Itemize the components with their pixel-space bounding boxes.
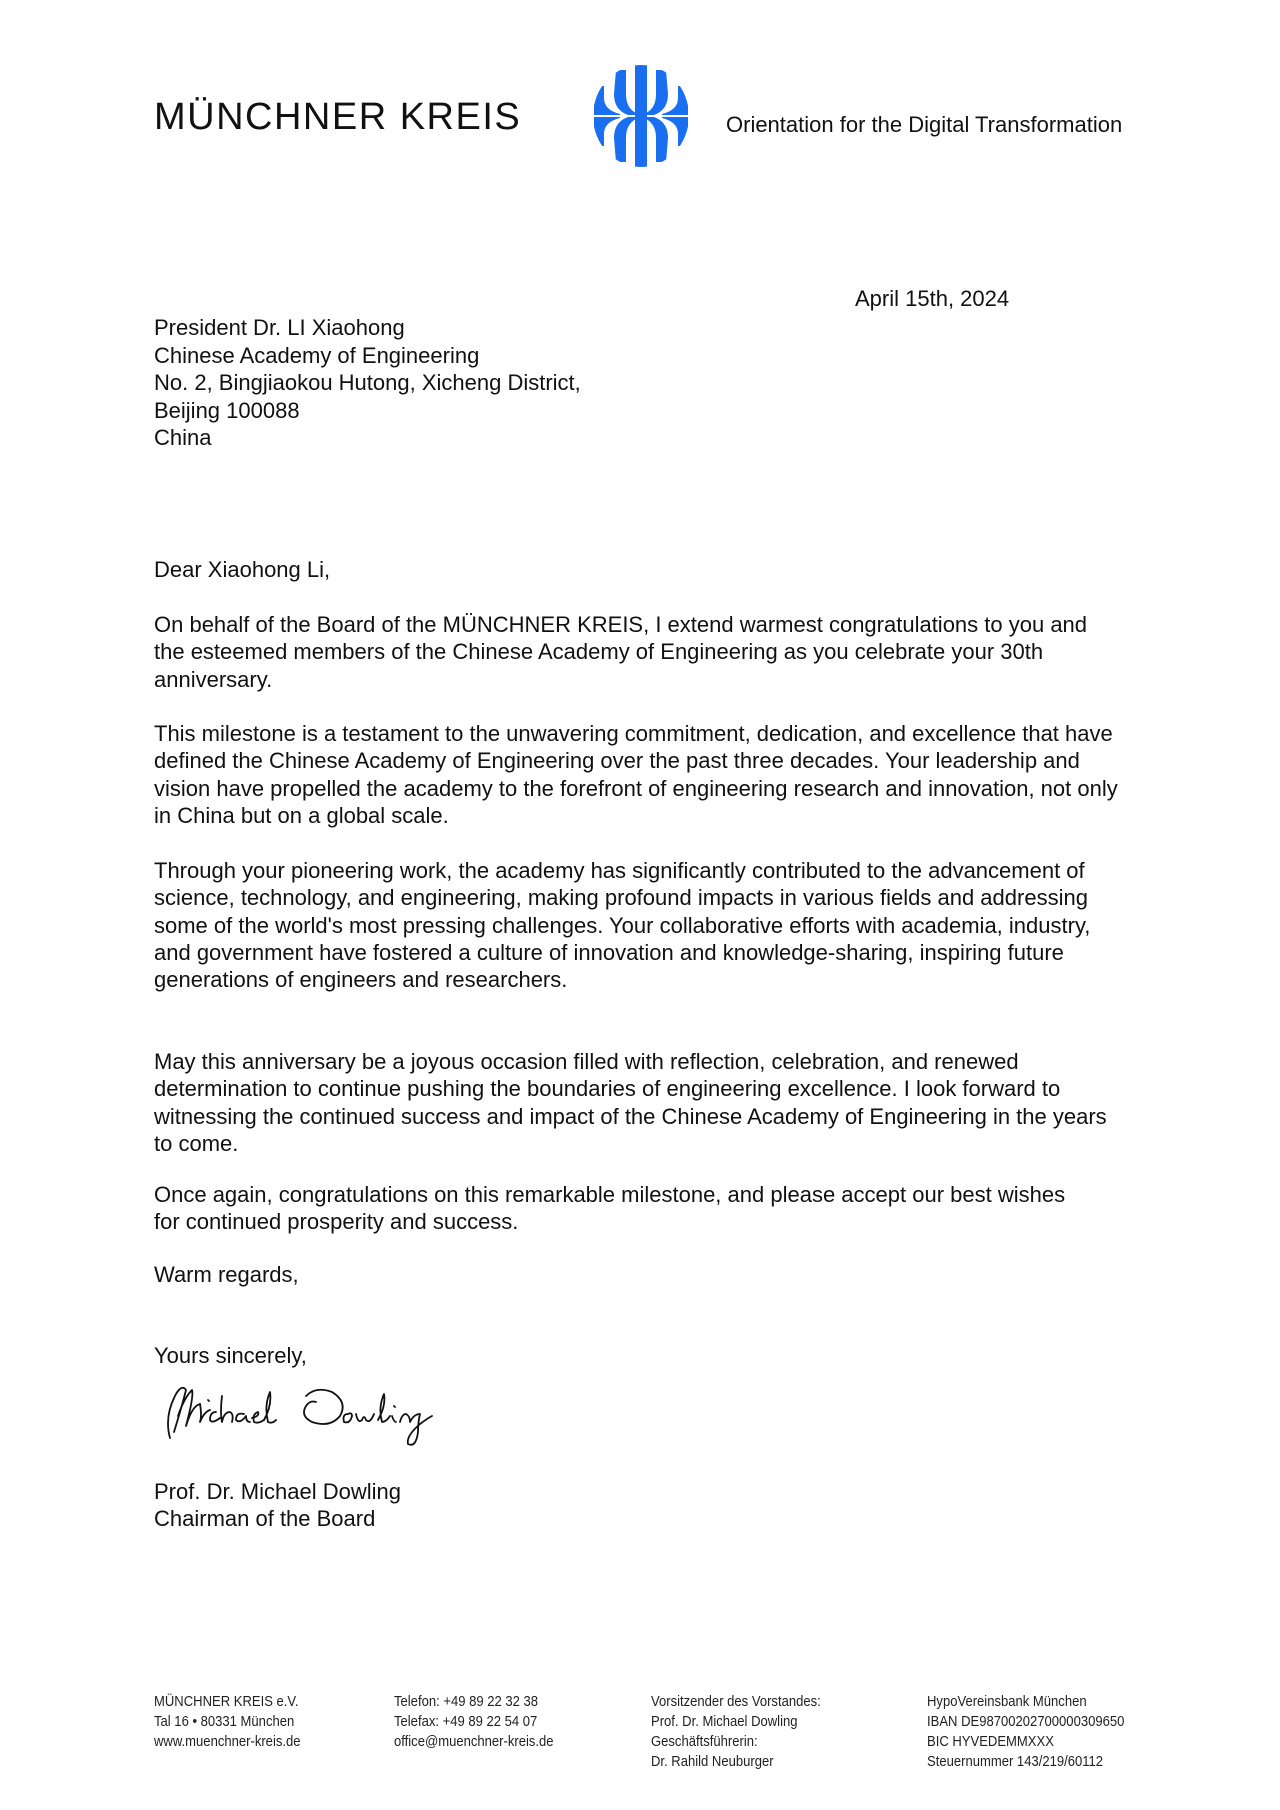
salutation <box>154 556 1154 583</box>
recipient-line: Chinese Academy of Engineering <box>154 342 480 368</box>
recipient-line: President Dr. LI Xiaohong <box>154 315 405 340</box>
signature-icon <box>156 1376 486 1452</box>
footer-phone: Telefon: +49 89 22 32 38 <box>394 1694 539 1710</box>
footer-md-name: Dr. Rahild Neuburger <box>651 1754 774 1770</box>
recipient-address <box>154 314 581 452</box>
footer-iban: IBAN DE98700202700000309650 <box>927 1714 1125 1730</box>
letter-date: April 15th, 2024 <box>855 286 1010 311</box>
recipient-line: No. 2, Bingjiaokou Hutong, Xicheng District, <box>154 370 581 395</box>
brand-name: MÜNCHNER KREIS <box>154 96 522 138</box>
paragraph-text: On behalf of the Board of the MÜNCHNER KREIS, I extend warmest congratulations to you and the esteemed members of the Chinese Academy of Engineering as you celebrate your 30th anniversary. <box>154 612 1088 692</box>
footer-email-link[interactable]: office@muenchner-kreis.de <box>394 1734 554 1750</box>
footer-contact-column <box>394 1692 554 1752</box>
muenchner-kreis-logo-icon <box>592 64 690 168</box>
footer-board-label: Vorsitzender des Vorstandes: <box>651 1694 821 1710</box>
salutation-text: Dear Xiaohong Li, <box>154 557 331 582</box>
closing-warm-regards: Warm regards, <box>154 1262 299 1287</box>
footer-address-column <box>154 1692 301 1752</box>
footer-bank-name: HypoVereinsbank München <box>927 1694 1087 1710</box>
recipient-line: Beijing 100088 <box>154 397 300 423</box>
footer-board-chair: Prof. Dr. Michael Dowling <box>651 1714 798 1730</box>
signer-name: Prof. Dr. Michael Dowling <box>154 1479 401 1504</box>
paragraph-text: Through your pioneering work, the academy has significantly contributed to the advancement of science, technology, and engineering, making profound impacts in various fields and addressing some of the world's most pressing challenges. Your collaborative efforts with academia, industry, and government have fostered a culture of innovation and knowledge-sharing, inspiring future generations of engineers and researchers. <box>154 858 1091 993</box>
closing-yours-sincerely: Yours sincerely, <box>154 1343 307 1368</box>
paragraph-4 <box>154 1048 1114 1157</box>
paragraph-text: May this anniversary be a joyous occasion filled with reflection, celebration, and renewed determination to continue pushing the boundaries of engineering excellence. I look forward to witnessing the continued success and impact of the Chinese Academy of Engineering in the years to come. <box>154 1049 1107 1156</box>
paragraph-2 <box>154 720 1129 829</box>
footer-street: Tal 16 • 80331 München <box>154 1714 295 1730</box>
footer-board-column <box>651 1692 821 1772</box>
footer-org-name: MÜNCHNER KREIS e.V. <box>154 1694 299 1710</box>
paragraph-3 <box>154 857 1114 993</box>
recipient-line: China <box>154 425 212 450</box>
footer-fax: Telefax: +49 89 22 54 07 <box>394 1714 538 1730</box>
footer-website-link[interactable]: www.muenchner-kreis.de <box>154 1734 301 1750</box>
tagline: Orientation for the Digital Transformation <box>726 112 1123 137</box>
footer-tax-number: Steuernummer 143/219/60112 <box>927 1754 1104 1770</box>
signer-title: Chairman of the Board <box>154 1506 376 1531</box>
footer-bank-column <box>927 1692 1124 1772</box>
paragraph-text: Once again, congratulations on this remarkable milestone, and please accept our best wishes for continued prosperity and success. <box>154 1182 1066 1235</box>
footer-md-label: Geschäftsführerin: <box>651 1734 758 1750</box>
paragraph-text: This milestone is a testament to the unwavering commitment, dedication, and excellence that have defined the Chinese Academy of Engineering over the past three decades. Your leadership and vision have propelled the academy to the forefront of engineering research and innovation, not only in China but on a global scale. <box>154 721 1118 828</box>
paragraph-5 <box>154 1181 1084 1236</box>
footer-bic: BIC HYVEDEMMXXX <box>927 1734 1054 1750</box>
paragraph-1 <box>154 611 1114 693</box>
